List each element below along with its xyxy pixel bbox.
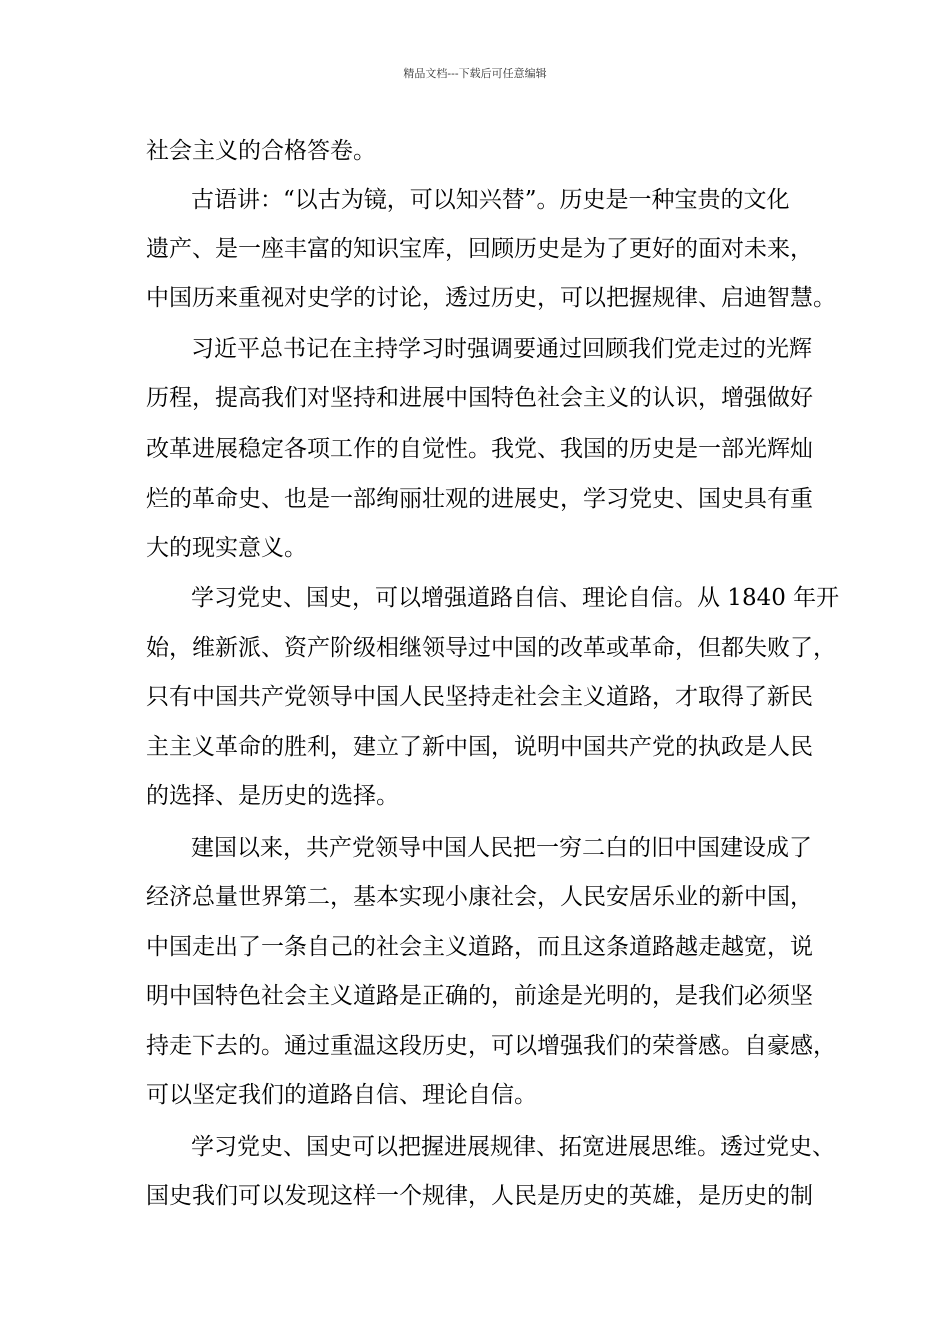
text-line: 学习党史、国史可以把握进展规律、拓宽进展思维。透过党史、 xyxy=(191,1134,835,1160)
text-line: 主主义革命的胜利，建立了新中国，说明中国共产党的执政是人民 xyxy=(146,734,813,760)
text-line: 持走下去的。通过重温这段历史，可以增强我们的荣誉感。自豪感， xyxy=(146,1033,836,1059)
text-line: 社会主义的合格答卷。 xyxy=(146,138,376,164)
text-line: 中国走出了一条自己的社会主义道路，而且这条道路越走越宽，说 xyxy=(146,934,813,960)
text-line: 建国以来，共产党领导中国人民把一穷二白的旧中国建设成了 xyxy=(191,835,812,861)
text-line: 改革进展稳定各项工作的自觉性。我党、我国的历史是一部光辉灿 xyxy=(146,436,813,462)
text-line: 大的现实意义。 xyxy=(146,535,307,561)
text-line: 经济总量世界第二，基本实现小康社会，人民安居乐业的新中国， xyxy=(146,884,813,910)
text-line: 烂的革命史、也是一部绚丽壮观的进展史，学习党史、国史具有重 xyxy=(146,486,813,512)
text-line: 历程，提高我们对坚持和进展中国特色社会主义的认识，增强做好 xyxy=(146,385,813,411)
text-line: 学习党史、国史，可以增强道路自信、理论自信。从 1840 年开 xyxy=(191,585,840,611)
text-line: 只有中国共产党领导中国人民坚持走社会主义道路，才取得了新民 xyxy=(146,684,813,710)
text-line: 习近平总书记在主持学习时强调要通过回顾我们党走过的光辉 xyxy=(191,336,812,362)
text-line: 遗产、是一座丰富的知识宝库，回顾历史是为了更好的面对未来， xyxy=(146,236,813,262)
text-line: 古语讲：“以古为镜，可以知兴替”。历史是一种宝贵的文化 xyxy=(191,187,790,213)
text-line: 国史我们可以发现这样一个规律，人民是历史的英雄，是历史的制 xyxy=(146,1183,813,1209)
text-line: 明中国特色社会主义道路是正确的，前途是光明的，是我们必须坚 xyxy=(146,983,813,1009)
page-header: 精品文档---下载后可任意编辑 xyxy=(403,67,547,80)
text-line: 中国历来重视对史学的讨论，透过历史，可以把握规律、启迪智慧。 xyxy=(146,285,836,311)
text-line: 的选择、是历史的选择。 xyxy=(146,783,399,809)
text-line: 可以坚定我们的道路自信、理论自信。 xyxy=(146,1082,537,1108)
text-line: 始，维新派、资产阶级相继领导过中国的改革或革命，但都失败了， xyxy=(146,635,836,661)
